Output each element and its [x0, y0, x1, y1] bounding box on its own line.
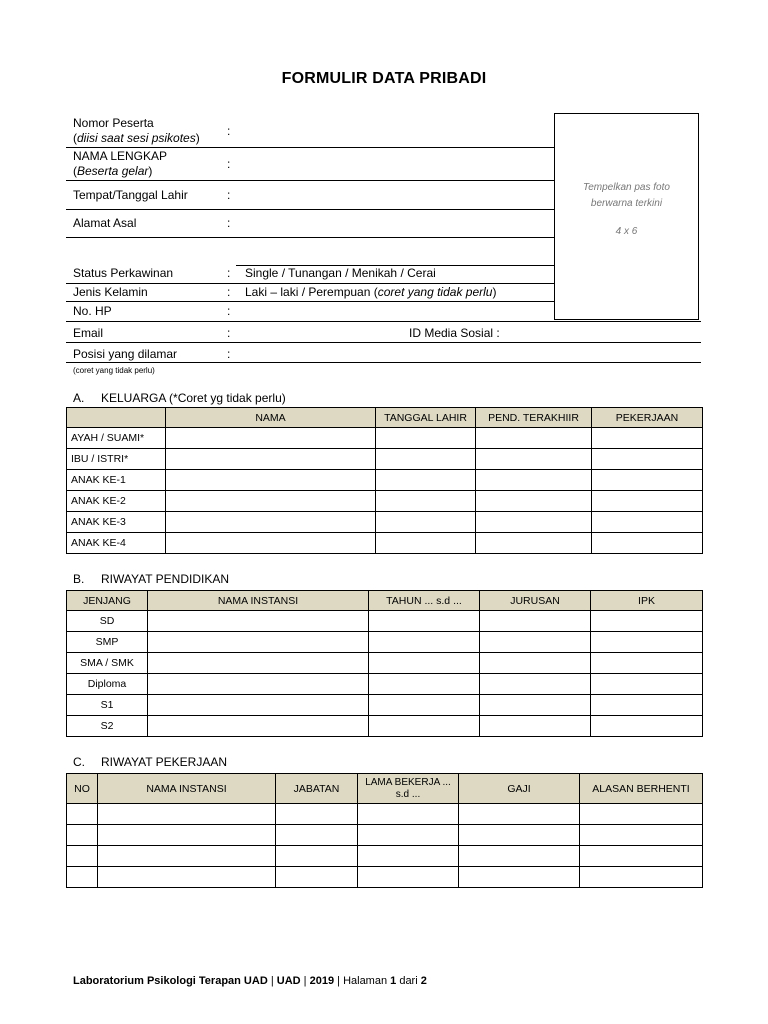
table-cell[interactable]: [369, 695, 480, 716]
table-cell[interactable]: [358, 804, 459, 825]
table-row: [67, 611, 703, 632]
table-row: [67, 491, 703, 512]
table-cell[interactable]: [376, 512, 476, 533]
table-cell[interactable]: [166, 470, 376, 491]
label-ttl: Tempat/Tanggal Lahir: [73, 188, 188, 202]
table-cell[interactable]: [476, 470, 592, 491]
table-row: [67, 716, 703, 737]
table-cell[interactable]: [276, 846, 358, 867]
table-cell[interactable]: [476, 512, 592, 533]
table-cell[interactable]: [369, 632, 480, 653]
table-cell[interactable]: [67, 825, 98, 846]
table-cell[interactable]: [580, 804, 703, 825]
photo-placeholder-box: [554, 113, 699, 320]
colon: :: [227, 188, 231, 202]
table-cell[interactable]: [148, 695, 369, 716]
table-cell[interactable]: [376, 449, 476, 470]
photo-text-line2: berwarna terkini: [590, 198, 663, 209]
table-cell[interactable]: [166, 449, 376, 470]
table-header: ALASAN BERHENTI: [580, 774, 703, 804]
section-title: RIWAYAT PEKERJAAN: [101, 755, 228, 769]
field-line: [66, 147, 554, 148]
label-id-media-sosial: ID Media Sosial :: [409, 326, 500, 340]
table-cell[interactable]: [369, 716, 480, 737]
table-cell[interactable]: [369, 611, 480, 632]
footer-separator: |: [267, 975, 277, 987]
field-line: [66, 362, 701, 363]
table-header: JENJANG: [67, 591, 148, 611]
page-footer: [73, 975, 427, 987]
table-cell[interactable]: [376, 491, 476, 512]
colon: :: [227, 347, 231, 361]
table-header: NAMA INSTANSI: [148, 591, 369, 611]
table-header: [67, 408, 166, 428]
section-title: KELUARGA (*Coret yg tidak perlu): [101, 391, 286, 405]
table-cell[interactable]: [67, 867, 98, 888]
table-header: NAMA: [166, 408, 376, 428]
table-header: NAMA INSTANSI: [98, 774, 276, 804]
row-label: S2: [67, 716, 148, 737]
table-cell[interactable]: [276, 804, 358, 825]
table-row: [67, 449, 703, 470]
footer-separator: |: [300, 975, 310, 987]
footer-page-total: 2: [420, 975, 427, 987]
section-c-heading: [73, 755, 227, 769]
label-no-hp: No. HP: [73, 304, 112, 318]
table-cell[interactable]: [480, 716, 591, 737]
table-cell[interactable]: [580, 825, 703, 846]
table-cell[interactable]: [459, 846, 580, 867]
jk-close: ): [492, 285, 497, 299]
table-header-row: [67, 408, 703, 428]
table-cell[interactable]: [67, 804, 98, 825]
field-line: [66, 209, 554, 210]
table-cell[interactable]: [358, 846, 459, 867]
table-cell[interactable]: [166, 533, 376, 554]
table-header: TANGGAL LAHIR: [376, 408, 476, 428]
field-line: [66, 283, 554, 284]
table-cell[interactable]: [592, 470, 703, 491]
colon: :: [227, 216, 231, 230]
table-cell[interactable]: [166, 428, 376, 449]
table-row: [67, 825, 703, 846]
table-cell[interactable]: [358, 867, 459, 888]
table-cell[interactable]: [592, 512, 703, 533]
section-letter: B.: [73, 572, 85, 586]
table-row: [67, 867, 703, 888]
colon: :: [227, 124, 231, 138]
table-cell[interactable]: [98, 804, 276, 825]
table-cell[interactable]: [580, 846, 703, 867]
table-cell[interactable]: [476, 491, 592, 512]
table-cell[interactable]: [148, 611, 369, 632]
table-cell[interactable]: [591, 653, 703, 674]
colon: :: [227, 326, 231, 340]
photo-size: 4 x 6: [615, 226, 638, 237]
table-cell[interactable]: [592, 491, 703, 512]
table-header-row: [67, 774, 703, 804]
table-header: NO: [67, 774, 98, 804]
row-label: Diploma: [67, 674, 148, 695]
row-label: ANAK KE-2: [67, 491, 166, 512]
footer-separator: |: [334, 975, 344, 987]
label-posisi: Posisi yang dilamar: [73, 347, 178, 361]
table-header: JABATAN: [276, 774, 358, 804]
table-cell[interactable]: [376, 428, 476, 449]
table-header-row: [67, 591, 703, 611]
table-row: [67, 674, 703, 695]
table-header: LAMA BEKERJA ... s.d ...: [358, 774, 459, 804]
section-letter: C.: [73, 755, 85, 769]
colon: :: [227, 157, 231, 171]
table-header: IPK: [591, 591, 703, 611]
row-label: SD: [67, 611, 148, 632]
table-header: JURUSAN: [480, 591, 591, 611]
section-b-heading: [73, 572, 229, 586]
posisi-note: (coret yang tidak perlu): [73, 366, 155, 375]
label-status: Status Perkawinan: [73, 266, 174, 280]
table-cell[interactable]: [376, 533, 476, 554]
table-cell[interactable]: [480, 653, 591, 674]
table-cell[interactable]: [591, 632, 703, 653]
table-cell[interactable]: [148, 653, 369, 674]
page-title: FORMULIR DATA PRIBADI: [281, 70, 487, 87]
table-cell[interactable]: [580, 867, 703, 888]
table-cell[interactable]: [459, 825, 580, 846]
table-row: [67, 653, 703, 674]
table-row: [67, 695, 703, 716]
footer-of-word: dari: [396, 975, 421, 987]
family-table: [66, 407, 703, 554]
table-cell[interactable]: [476, 449, 592, 470]
table-header: PEND. TERAKHIIR: [476, 408, 592, 428]
jenis-kelamin-options: [245, 285, 496, 300]
table-cell[interactable]: [358, 825, 459, 846]
label-text: NAMA LENGKAP: [73, 149, 168, 163]
table-cell[interactable]: [67, 846, 98, 867]
label-nama-lengkap: NAMA LENGKAP (Beserta gelar): [73, 149, 168, 178]
field-line: [66, 180, 554, 181]
colon: :: [227, 304, 231, 318]
label-alamat: Alamat Asal: [73, 216, 137, 230]
table-cell[interactable]: [98, 825, 276, 846]
table-cell[interactable]: [148, 716, 369, 737]
table-cell[interactable]: [276, 867, 358, 888]
table-cell[interactable]: [591, 674, 703, 695]
table-row: [67, 470, 703, 491]
table-row: [67, 632, 703, 653]
table-cell[interactable]: [591, 695, 703, 716]
row-label: AYAH / SUAMI*: [67, 428, 166, 449]
colon: :: [227, 285, 231, 299]
field-line: [66, 237, 554, 238]
row-label: ANAK KE-4: [67, 533, 166, 554]
table-header: TAHUN ... s.d ...: [369, 591, 480, 611]
section-title: RIWAYAT PENDIDIKAN: [101, 572, 230, 586]
table-row: [67, 804, 703, 825]
table-cell[interactable]: [166, 512, 376, 533]
section-letter: A.: [73, 391, 85, 405]
table-cell[interactable]: [480, 695, 591, 716]
section-a-heading: [73, 391, 286, 405]
education-table: [66, 590, 703, 737]
footer-page-number: 1: [390, 975, 397, 987]
footer-unit: UAD: [276, 975, 301, 987]
table-cell[interactable]: [148, 632, 369, 653]
table-cell[interactable]: [369, 674, 480, 695]
colon: :: [227, 266, 231, 280]
label-nomor-peserta: Nomor Peserta (diisi saat sesi psikotes): [73, 116, 200, 145]
table-cell[interactable]: [591, 611, 703, 632]
table-cell[interactable]: [98, 846, 276, 867]
photo-instructions: [555, 180, 698, 212]
table-cell[interactable]: [459, 804, 580, 825]
table-cell[interactable]: [480, 632, 591, 653]
table-row: [67, 428, 703, 449]
field-line: [66, 301, 554, 302]
table-cell[interactable]: [459, 867, 580, 888]
table-cell[interactable]: [591, 716, 703, 737]
table-header: GAJI: [459, 774, 580, 804]
field-line: [236, 265, 554, 266]
table-cell[interactable]: [476, 533, 592, 554]
status-options: Single / Tunangan / Menikah / Cerai: [245, 266, 436, 280]
row-label: ANAK KE-3: [67, 512, 166, 533]
label-note: diisi saat sesi psikotes: [77, 131, 196, 145]
table-cell[interactable]: [592, 449, 703, 470]
row-label: S1: [67, 695, 148, 716]
table-cell[interactable]: [480, 674, 591, 695]
label-note: Beserta gelar: [77, 164, 149, 178]
label-email: Email: [73, 326, 104, 340]
table-cell[interactable]: [480, 611, 591, 632]
table-row: [67, 512, 703, 533]
table-cell[interactable]: [98, 867, 276, 888]
footer-page-word: Halaman: [343, 975, 391, 987]
table-cell[interactable]: [166, 491, 376, 512]
table-cell[interactable]: [376, 470, 476, 491]
table-row: [67, 533, 703, 554]
table-cell[interactable]: [148, 674, 369, 695]
jk-note: coret yang tidak perlu: [377, 285, 493, 299]
table-row: [67, 846, 703, 867]
label-text: Nomor Peserta: [73, 116, 154, 130]
photo-text-line1: Tempelkan pas foto: [583, 182, 670, 193]
table-cell[interactable]: [592, 533, 703, 554]
label-jenis-kelamin: Jenis Kelamin: [73, 285, 148, 299]
field-line: [66, 342, 701, 343]
footer-org: Laboratorium Psikologi Terapan UAD: [73, 975, 268, 987]
employment-table: [66, 773, 703, 888]
jk-value: Laki – laki / Perempuan (: [245, 285, 378, 299]
table-cell[interactable]: [592, 428, 703, 449]
row-label: ANAK KE-1: [67, 470, 166, 491]
table-cell[interactable]: [369, 653, 480, 674]
footer-year: 2019: [309, 975, 335, 987]
row-label: SMP: [67, 632, 148, 653]
table-cell[interactable]: [476, 428, 592, 449]
row-label: IBU / ISTRI*: [67, 449, 166, 470]
table-cell[interactable]: [276, 825, 358, 846]
table-header: PEKERJAAN: [592, 408, 703, 428]
row-label: SMA / SMK: [67, 653, 148, 674]
field-line: [66, 321, 701, 322]
